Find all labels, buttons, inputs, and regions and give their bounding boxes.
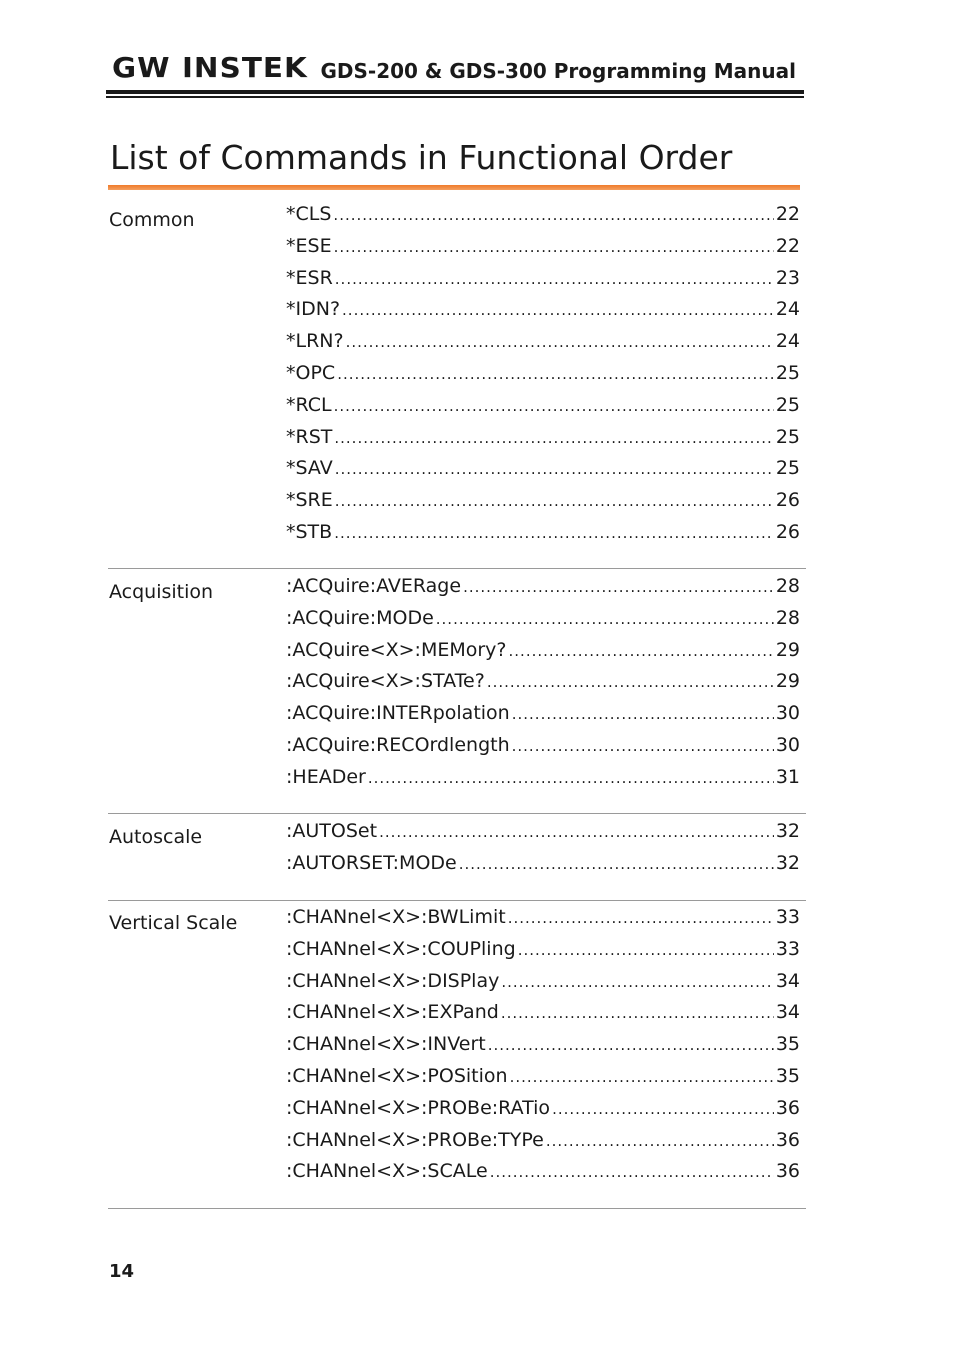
command-name: :CHANnel<X>:SCALe <box>286 1160 488 1183</box>
command-entry[interactable] <box>286 905 800 937</box>
command-entry[interactable] <box>286 937 800 969</box>
command-entry[interactable] <box>286 393 800 425</box>
dot-leader <box>436 607 774 631</box>
dot-leader <box>508 906 774 930</box>
command-list <box>286 574 800 797</box>
command-entry[interactable] <box>286 1128 800 1160</box>
command-name: :ACQuire:AVERage <box>286 575 462 597</box>
page-ref: 26 <box>775 520 800 543</box>
page-ref: 25 <box>775 361 800 384</box>
command-name: :AUTOSet <box>286 820 378 842</box>
command-entry[interactable] <box>286 669 800 701</box>
title-underline <box>108 185 800 190</box>
page-ref: 32 <box>775 820 800 842</box>
page-ref: 30 <box>775 702 800 725</box>
command-entry[interactable] <box>286 202 800 234</box>
command-entry[interactable] <box>286 488 800 520</box>
command-entry[interactable] <box>286 574 800 606</box>
dot-leader <box>379 820 774 844</box>
dot-leader <box>335 267 774 291</box>
command-name: :ACQuire:MODe <box>286 606 434 629</box>
command-name: :AUTORSET:MODe <box>286 851 457 874</box>
page-ref: 24 <box>775 330 800 353</box>
page-ref: 25 <box>775 393 800 416</box>
page-ref: 26 <box>775 489 800 512</box>
command-name: :CHANnel<X>:COUPling <box>286 937 516 960</box>
page-ref: 23 <box>775 266 800 289</box>
dot-leader <box>463 575 774 599</box>
section-label: Vertical Scale <box>109 912 238 934</box>
command-name: *RCL <box>286 393 332 416</box>
page-ref: 22 <box>775 234 800 257</box>
page-ref: 22 <box>775 203 800 225</box>
page-ref: 28 <box>775 606 800 629</box>
section-label: Acquisition <box>109 581 214 603</box>
command-name: :ACQuire:RECOrdlength <box>286 733 510 756</box>
command-entry[interactable] <box>286 969 800 1001</box>
command-name: :ACQuire<X>:MEMory? <box>286 638 507 661</box>
section-divider <box>108 1208 806 1209</box>
command-name: *ESE <box>286 234 332 257</box>
manual-title: GDS-200 & GDS-300 Programming Manual <box>320 59 796 83</box>
command-entry[interactable] <box>286 1159 800 1191</box>
command-entry[interactable] <box>286 361 800 393</box>
page-ref: 36 <box>775 1160 800 1183</box>
dot-leader <box>346 330 774 354</box>
command-name: :ACQuire<X>:STATe? <box>286 670 485 693</box>
command-name: *IDN? <box>286 298 341 321</box>
dot-leader <box>518 938 774 962</box>
section-divider <box>108 568 806 569</box>
dot-leader <box>501 970 773 994</box>
command-name: *CLS <box>286 203 332 225</box>
dot-leader <box>334 394 774 418</box>
command-entry[interactable] <box>286 1032 800 1064</box>
command-name: :CHANnel<X>:BWLimit <box>286 906 506 928</box>
command-name: :ACQuire:INTERpolation <box>286 702 510 725</box>
page-ref: 30 <box>775 733 800 756</box>
dot-leader <box>488 1033 774 1057</box>
dot-leader <box>335 489 774 513</box>
command-entry[interactable] <box>286 456 800 488</box>
command-entry[interactable] <box>286 851 800 883</box>
command-entry[interactable] <box>286 266 800 298</box>
dot-leader <box>546 1129 774 1153</box>
command-name: *SAV <box>286 457 333 480</box>
command-name: :CHANnel<X>:POSition <box>286 1064 508 1087</box>
dot-leader <box>368 766 774 790</box>
page-ref: 24 <box>775 298 800 321</box>
command-entry[interactable] <box>286 234 800 266</box>
page-ref: 35 <box>775 1064 800 1087</box>
dot-leader <box>490 1160 774 1184</box>
dot-leader <box>509 639 774 663</box>
page-ref: 32 <box>775 851 800 874</box>
command-name: :CHANnel<X>:PROBe:TYPe <box>286 1128 544 1151</box>
command-name: *OPC <box>286 361 336 384</box>
dot-leader <box>512 702 774 726</box>
page-ref: 35 <box>775 1033 800 1056</box>
gw-instek-logo: GW INSTEK <box>112 51 308 84</box>
page-number: 14 <box>109 1261 135 1282</box>
dot-leader <box>333 203 773 227</box>
dot-leader <box>512 734 774 758</box>
dot-leader <box>342 298 774 322</box>
dot-leader <box>334 521 774 545</box>
command-name: *LRN? <box>286 330 344 353</box>
page-ref: 25 <box>775 457 800 480</box>
page-ref: 33 <box>775 937 800 960</box>
command-entry[interactable] <box>286 297 800 329</box>
command-entry[interactable] <box>286 425 800 457</box>
command-entry[interactable] <box>286 701 800 733</box>
page-header <box>108 50 804 86</box>
page-ref: 28 <box>775 575 800 597</box>
command-name: *STB <box>286 520 333 543</box>
page-ref: 34 <box>775 1001 800 1024</box>
dot-leader <box>335 457 774 481</box>
command-name: :CHANnel<X>:DISPlay <box>286 969 500 992</box>
dot-leader <box>334 235 774 259</box>
page-ref: 34 <box>775 969 800 992</box>
command-name: :CHANnel<X>:INVert <box>286 1033 486 1056</box>
dot-leader <box>501 1001 774 1025</box>
dot-leader <box>552 1097 774 1121</box>
page-ref: 36 <box>775 1128 800 1151</box>
command-name: :HEADer <box>286 765 366 788</box>
page-ref: 33 <box>775 906 800 928</box>
section-divider <box>108 813 806 814</box>
command-name: :CHANnel<X>:PROBe:RATio <box>286 1096 551 1119</box>
dot-leader <box>459 852 774 876</box>
command-entry[interactable] <box>286 733 800 765</box>
section-label: Autoscale <box>109 826 203 848</box>
section-label: Common <box>109 209 195 231</box>
command-list <box>286 905 800 1191</box>
command-list <box>286 202 800 552</box>
page-ref: 36 <box>775 1096 800 1119</box>
dot-leader <box>337 362 774 386</box>
command-name: *RST <box>286 425 333 448</box>
command-list <box>286 819 800 883</box>
page-ref: 25 <box>775 425 800 448</box>
header-rule-thin <box>106 96 804 98</box>
dot-leader <box>510 1065 774 1089</box>
command-name: *ESR <box>286 266 333 289</box>
command-entry[interactable] <box>286 638 800 670</box>
page-ref: 31 <box>775 765 800 788</box>
dot-leader <box>334 426 773 450</box>
command-entry[interactable] <box>286 520 800 552</box>
command-entry[interactable] <box>286 606 800 638</box>
page-ref: 29 <box>775 638 800 661</box>
header-rule-thick <box>106 90 804 94</box>
section-divider <box>108 900 806 901</box>
command-name: *SRE <box>286 489 333 512</box>
command-entry[interactable] <box>286 765 800 797</box>
command-entry[interactable] <box>286 1000 800 1032</box>
command-entry[interactable] <box>286 1064 800 1096</box>
command-entry[interactable] <box>286 819 800 851</box>
dot-leader <box>487 670 774 694</box>
command-name: :CHANnel<X>:EXPand <box>286 1001 499 1024</box>
command-entry[interactable] <box>286 1096 800 1128</box>
page-ref: 29 <box>775 670 800 693</box>
page-title: List of Commands in Functional Order <box>110 138 733 177</box>
command-entry[interactable] <box>286 329 800 361</box>
